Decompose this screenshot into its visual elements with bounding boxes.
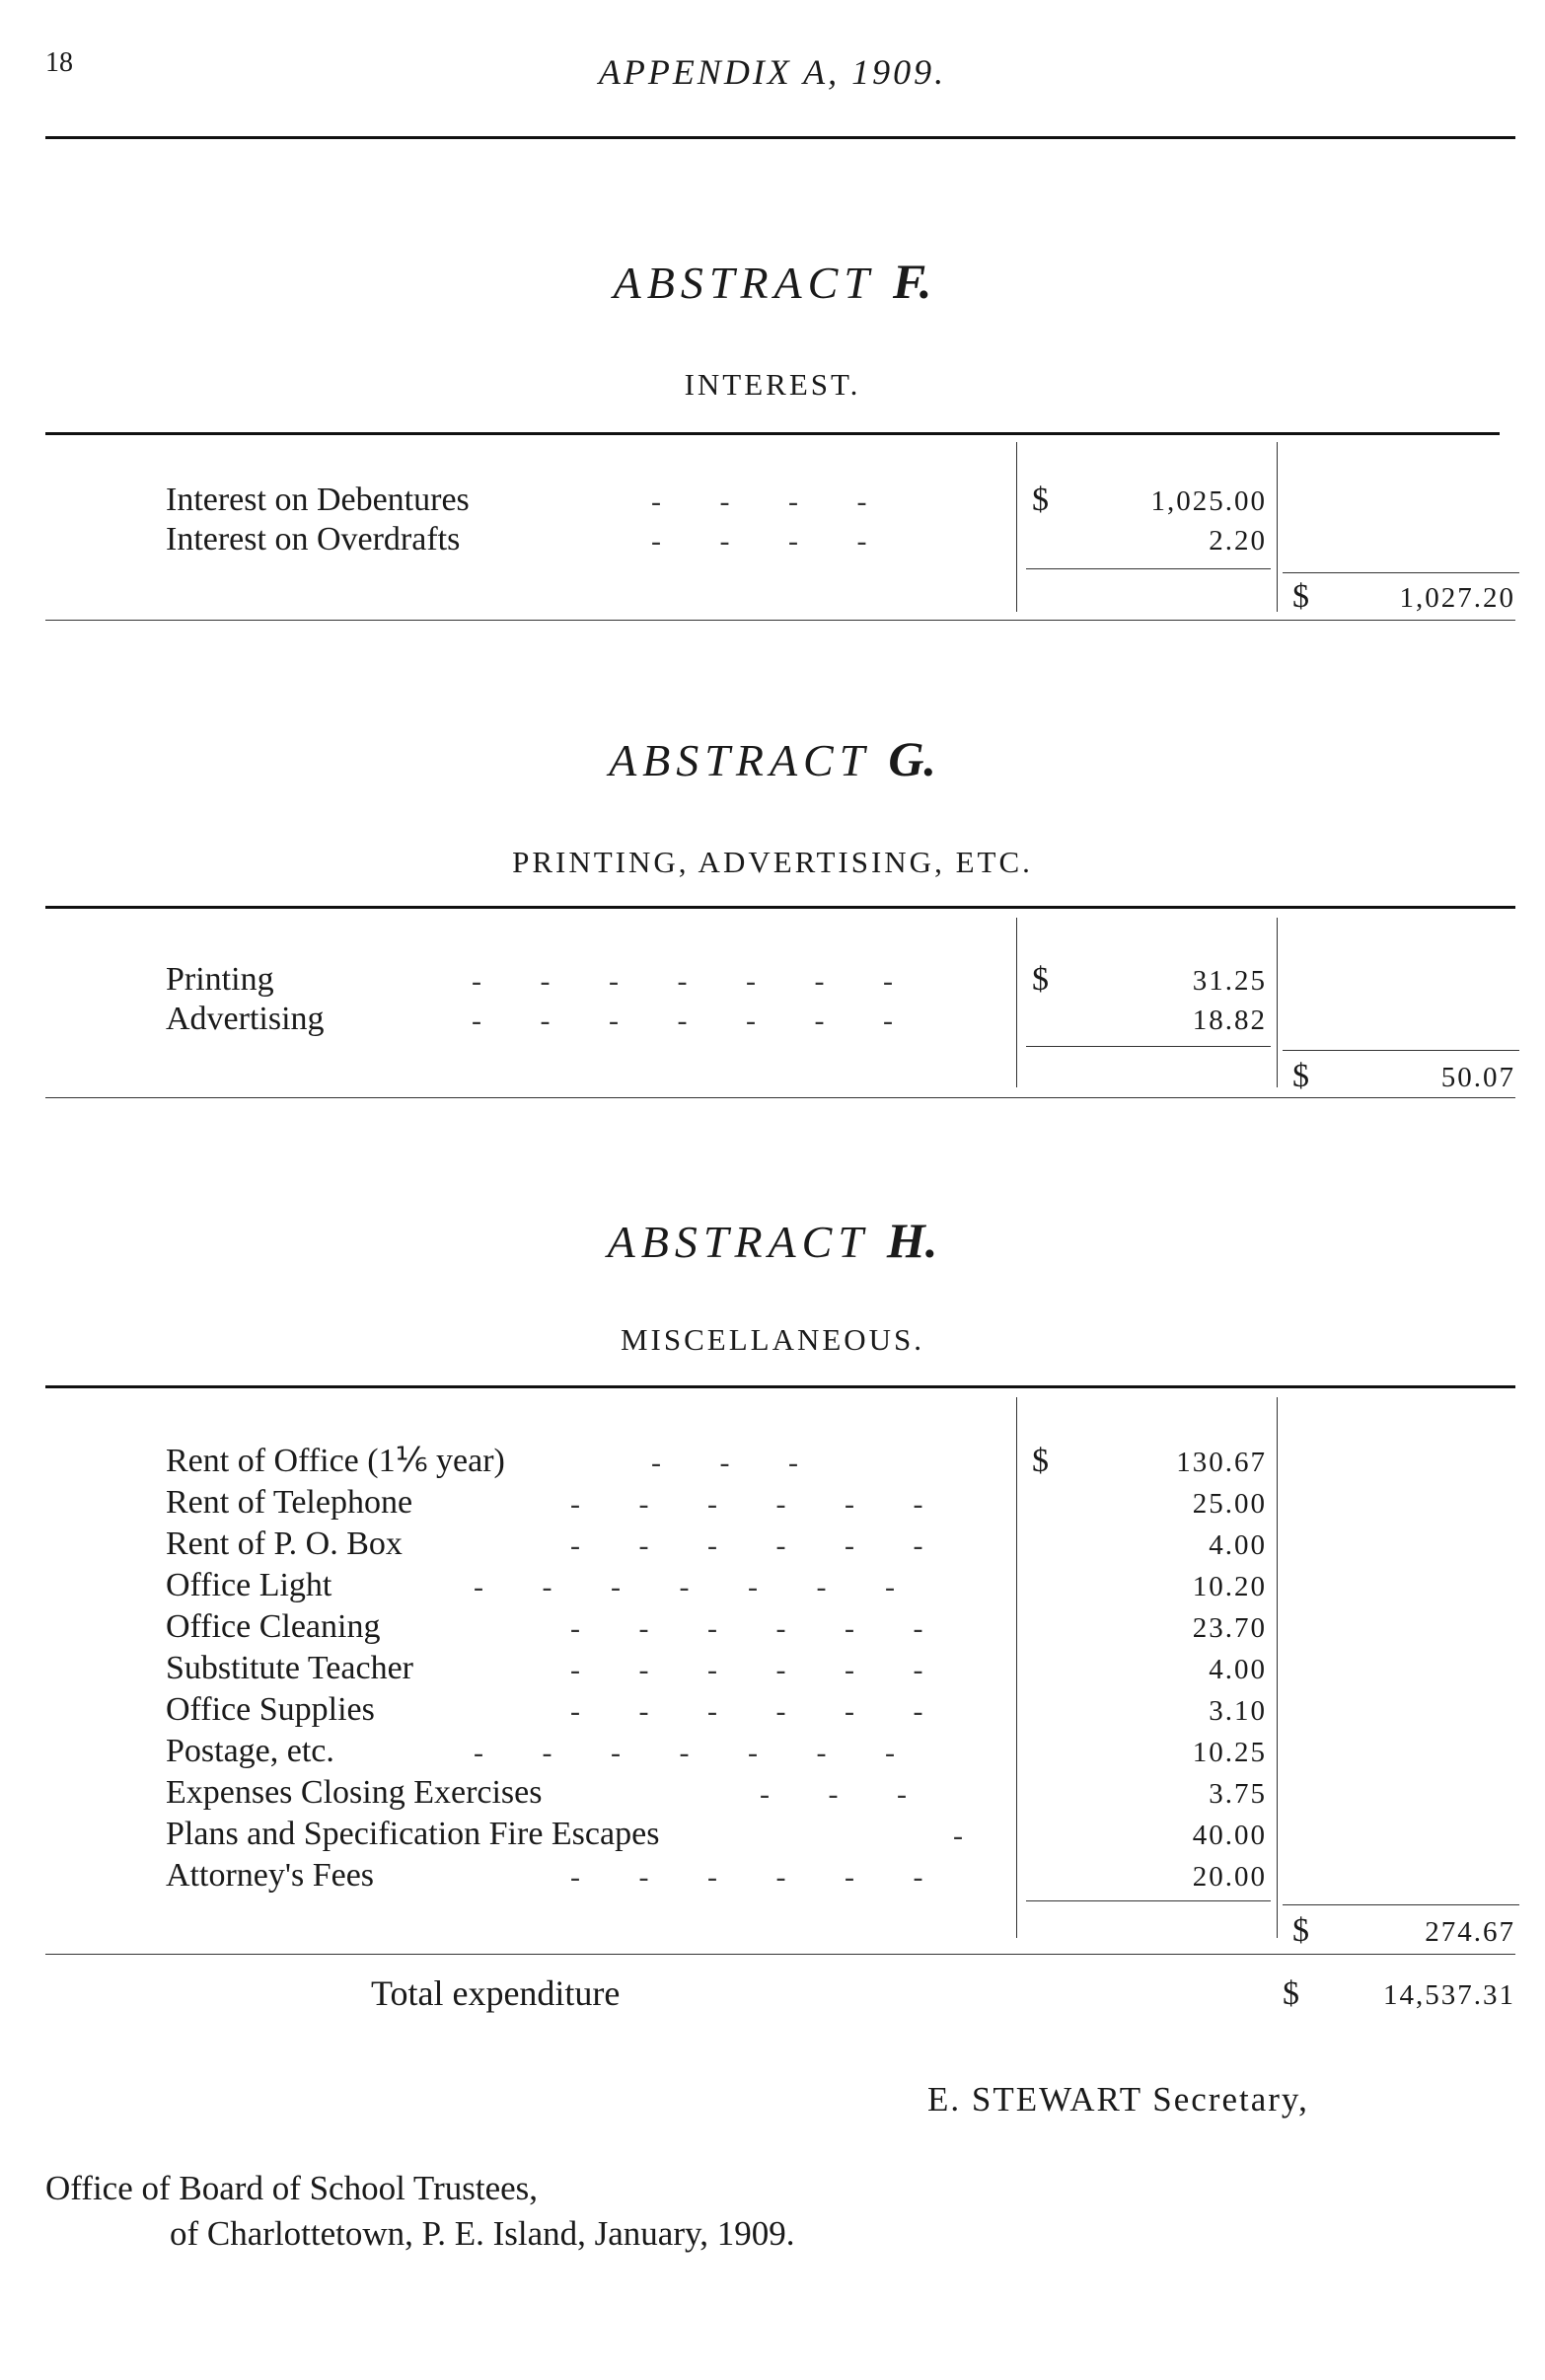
abstract-f-subtitle: INTEREST. [684,367,861,402]
item-label: Printing [166,961,274,998]
signature: E. STEWART Secretary, [927,2080,1309,2119]
total-rule [1283,1050,1519,1051]
abstract-g-col-divider-1 [1016,918,1017,1087]
abstract-h-bottom-rule [45,1954,1515,1955]
item-amount: 20.00 [1192,1861,1267,1893]
subtotal-rule [1026,1900,1271,1901]
item-amount: 25.00 [1192,1488,1267,1520]
item-amount: 4.00 [1209,1654,1267,1685]
total-rule [1283,572,1519,573]
dot-leader: - [953,1820,989,1852]
item-amount: 10.20 [1192,1571,1267,1602]
abstract-h-total: 274.67 [1425,1916,1515,1948]
abstract-f-top-rule [45,432,1500,435]
subtotal-rule [1026,1046,1271,1047]
abstract-g-total: 50.07 [1440,1062,1515,1093]
item-amount: 40.00 [1192,1820,1267,1851]
page-number: 18 [45,47,73,78]
currency-symbol: $ [1032,1443,1049,1479]
abstract-h-title [0,1212,1545,1269]
abstract-h-top-rule [45,1385,1515,1388]
item-label: Office Light [166,1567,332,1603]
abstract-g-col-divider-2 [1277,918,1278,1087]
item-amount: 23.70 [1192,1612,1267,1644]
item-amount: 3.75 [1209,1778,1267,1810]
dot-leader: - - - - - - [570,1861,949,1894]
header-rule [45,136,1515,139]
total-currency-symbol: $ [1292,578,1309,615]
footer-line-2: of Charlottetown, P. E. Island, January, 1909. [170,2214,795,2253]
abstract-g-title-word: ABSTRACT [609,735,871,785]
abstract-g-letter: G. [888,731,936,786]
abstract-f-total: 1,027.20 [1399,582,1515,614]
grand-total-label: Total expenditure [371,1973,621,2013]
footer-line-1: Office of Board of School Trustees, [45,2169,539,2207]
currency-symbol: $ [1032,961,1049,998]
dot-leader: - - - - - - - [474,1737,920,1769]
total-currency-symbol: $ [1292,1912,1309,1949]
dot-leader: - - - - - - - [472,1004,919,1037]
abstract-g-top-rule [45,906,1515,909]
item-amount: 1,025.00 [1150,485,1267,517]
item-amount: 130.67 [1176,1447,1267,1478]
item-label: Attorney's Fees [166,1857,375,1894]
dot-leader: - - - - - - [570,1695,949,1728]
abstract-h-letter: H. [886,1213,938,1268]
item-label: Rent of Office (1⅙ year) [166,1443,505,1479]
item-label: Plans and Specification Fire Escapes [166,1816,660,1852]
item-label: Rent of Telephone [166,1484,413,1521]
abstract-f-bottom-rule [45,620,1515,621]
abstract-f-title-word: ABSTRACT [613,258,875,308]
abstract-g-title [0,730,1545,787]
item-amount: 10.25 [1192,1737,1267,1768]
dot-leader: - - - - - - - [472,965,919,998]
item-label: Office Cleaning [166,1608,381,1645]
total-currency-symbol: $ [1292,1058,1309,1094]
total-rule [1283,1904,1519,1905]
dot-leader: - - - - [651,525,893,558]
grand-total-currency-symbol: $ [1283,1975,1299,2012]
dot-leader: - - - [651,1447,824,1479]
item-amount: 18.82 [1192,1004,1267,1036]
item-label: Interest on Overdrafts [166,521,461,558]
abstract-h-subtitle: MISCELLANEOUS. [620,1322,925,1357]
item-label: Rent of P. O. Box [166,1525,403,1562]
abstract-g-subtitle: PRINTING, ADVERTISING, ETC. [512,845,1033,879]
grand-total-amount: 14,537.31 [1383,1979,1515,2011]
item-amount: 4.00 [1209,1529,1267,1561]
abstract-g-bottom-rule [45,1097,1515,1098]
dot-leader: - - - - - - [570,1654,949,1686]
currency-symbol: $ [1032,482,1049,518]
item-label: Advertising [166,1001,325,1037]
dot-leader: - - - - [651,485,893,518]
dot-leader: - - - - - - [570,1488,949,1521]
running-head: APPENDIX A, 1909. [598,52,947,92]
subtotal-rule [1026,568,1271,569]
item-label: Office Supplies [166,1691,375,1728]
item-label: Expenses Closing Exercises [166,1774,543,1811]
abstract-f-letter: F. [892,254,932,309]
abstract-h-col-divider-2 [1277,1397,1278,1938]
item-label: Postage, etc. [166,1733,334,1769]
item-label: Interest on Debentures [166,482,470,518]
item-amount: 2.20 [1209,525,1267,557]
dot-leader: - - - [760,1778,932,1811]
item-amount: 31.25 [1192,965,1267,997]
abstract-h-title-word: ABSTRACT [607,1217,869,1267]
abstract-f-title [0,253,1545,310]
item-amount: 3.10 [1209,1695,1267,1727]
dot-leader: - - - - - - [570,1612,949,1645]
item-label: Substitute Teacher [166,1650,413,1686]
dot-leader: - - - - - - - [474,1571,920,1603]
dot-leader: - - - - - - [570,1529,949,1562]
